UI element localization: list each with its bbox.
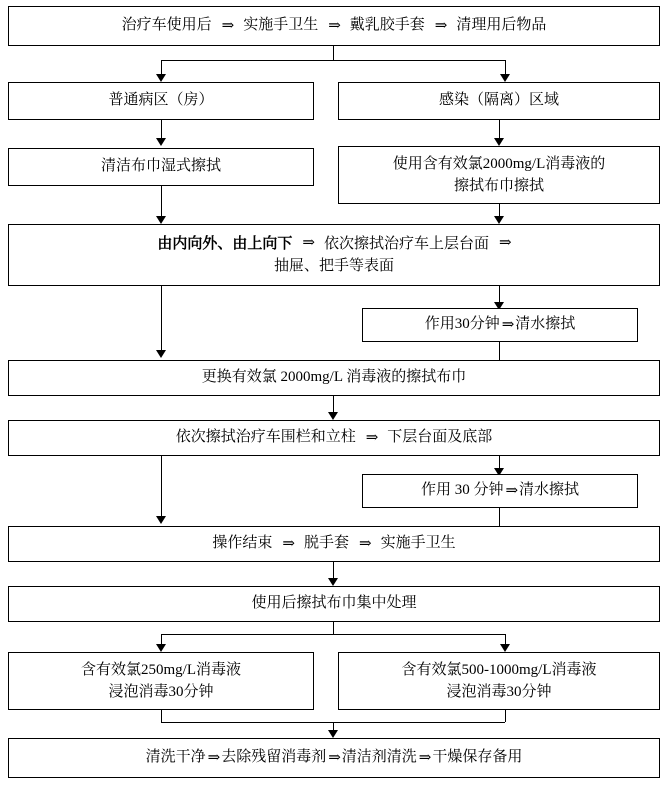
node-operation-end-step2: 脱手套 — [303, 535, 349, 552]
node-dwell-30min-1 — [362, 308, 638, 342]
node-wipe-order — [8, 224, 660, 286]
arrow-icon: ⇒ — [365, 429, 378, 446]
node-infection-area: 感染（隔离）区域 — [338, 82, 660, 120]
arrow-icon: ⇒ — [499, 235, 511, 252]
node-dwell-30min-1-label: 作用30分钟 — [424, 316, 500, 333]
node-final-step1: 清洗干净 — [145, 749, 206, 766]
node-wipe-order-step2: 依次擦拭治疗车上层台面 — [324, 235, 490, 252]
node-soak-250-line1: 含有效氯250mg/L消毒液 — [81, 661, 241, 678]
node-chlorine-2000-wipe — [338, 146, 660, 204]
node-replace-wipe-cloth: 更换有效氯 2000mg/L 消毒液的擦拭布巾 — [8, 360, 660, 396]
node-operation-end-step3: 实施手卫生 — [380, 535, 456, 552]
arrow-icon — [494, 216, 504, 224]
connector-line — [161, 186, 162, 218]
connector-line — [161, 286, 162, 352]
node-operation-end-step1: 操作结束 — [212, 535, 273, 552]
node-row1-step1: 治疗车使用后 — [121, 17, 212, 34]
node-soak-250-line2: 浸泡消毒30分钟 — [108, 684, 214, 700]
connector-line — [161, 120, 162, 140]
arrow-icon: ⇒ — [418, 749, 431, 766]
node-row1-step2: 实施手卫生 — [243, 17, 319, 34]
arrow-icon — [328, 578, 338, 586]
node-wipe-rail-column-step1: 依次擦拭治疗车围栏和立柱 — [175, 429, 356, 446]
node-final-process — [8, 738, 660, 778]
arrow-icon: ⇒ — [505, 482, 518, 499]
arrow-icon: ⇒ — [282, 535, 294, 552]
arrow-icon — [500, 74, 510, 82]
arrow-icon — [156, 138, 166, 146]
arrow-icon: ⇒ — [328, 749, 340, 766]
node-row1-step3: 戴乳胶手套 — [349, 17, 425, 34]
arrow-icon: ⇒ — [221, 17, 234, 34]
connector-line — [333, 46, 334, 60]
node-cloth-centralized: 使用后擦拭布巾集中处理 — [8, 586, 660, 622]
arrow-icon: ⇒ — [302, 235, 314, 252]
arrow-icon — [328, 730, 338, 738]
arrow-icon — [156, 74, 166, 82]
connector-line — [333, 622, 334, 634]
node-operation-end — [8, 526, 660, 562]
connector-line — [161, 634, 505, 635]
node-dwell-30min-2 — [362, 474, 638, 508]
node-row1-step4: 清理用后物品 — [456, 17, 547, 34]
node-soak-250 — [8, 652, 314, 710]
node-soak-500-1000 — [338, 652, 660, 710]
arrow-icon — [156, 216, 166, 224]
connector-line — [161, 710, 162, 722]
arrow-icon: ⇒ — [207, 749, 220, 766]
node-soak-500-1000-line2: 浸泡消毒30分钟 — [446, 684, 552, 700]
node-final-step3: 清洁剂清洗 — [341, 749, 417, 766]
arrow-icon — [328, 412, 338, 420]
arrow-icon — [494, 138, 504, 146]
node-dwell-30min-2-label: 作用 30 分钟 — [420, 482, 504, 499]
arrow-icon: ⇒ — [359, 535, 371, 552]
node-dwell-30min-1-result: 清水擦拭 — [515, 316, 576, 333]
node-wipe-rail-column-step2: 下层台面及底部 — [387, 429, 493, 446]
node-wipe-rail-column — [8, 420, 660, 456]
connector-line — [505, 710, 506, 722]
node-chlorine-2000-wipe-line1: 使用含有效氯2000mg/L消毒液的 — [392, 155, 606, 172]
arrow-icon — [156, 516, 166, 524]
node-clean-wipe: 清洁布巾湿式擦拭 — [8, 148, 314, 186]
connector-line — [161, 60, 505, 61]
arrow-icon — [156, 350, 166, 358]
node-row1 — [8, 6, 660, 46]
node-wipe-order-step3: 抽屉、把手等表面 — [273, 258, 394, 274]
arrow-icon: ⇒ — [501, 316, 514, 333]
node-wipe-order-step1: 由内向外、由上向下 — [157, 235, 293, 252]
arrow-icon: ⇒ — [328, 17, 340, 34]
node-final-step2: 去除残留消毒剂 — [221, 749, 327, 766]
node-soak-500-1000-line1: 含有效氯500-1000mg/L消毒液 — [401, 661, 597, 678]
node-dwell-30min-2-result: 清水擦拭 — [519, 482, 580, 499]
arrow-icon — [156, 644, 166, 652]
node-final-step4: 干燥保存备用 — [432, 749, 523, 766]
connector-line — [499, 508, 500, 526]
connector-line — [499, 120, 500, 140]
arrow-icon: ⇒ — [434, 17, 447, 34]
node-chlorine-2000-wipe-line2: 擦拭布巾擦拭 — [453, 178, 544, 194]
node-normal-ward: 普通病区（房） — [8, 82, 314, 120]
connector-line — [499, 342, 500, 360]
arrow-icon — [500, 644, 510, 652]
connector-line — [161, 456, 162, 518]
